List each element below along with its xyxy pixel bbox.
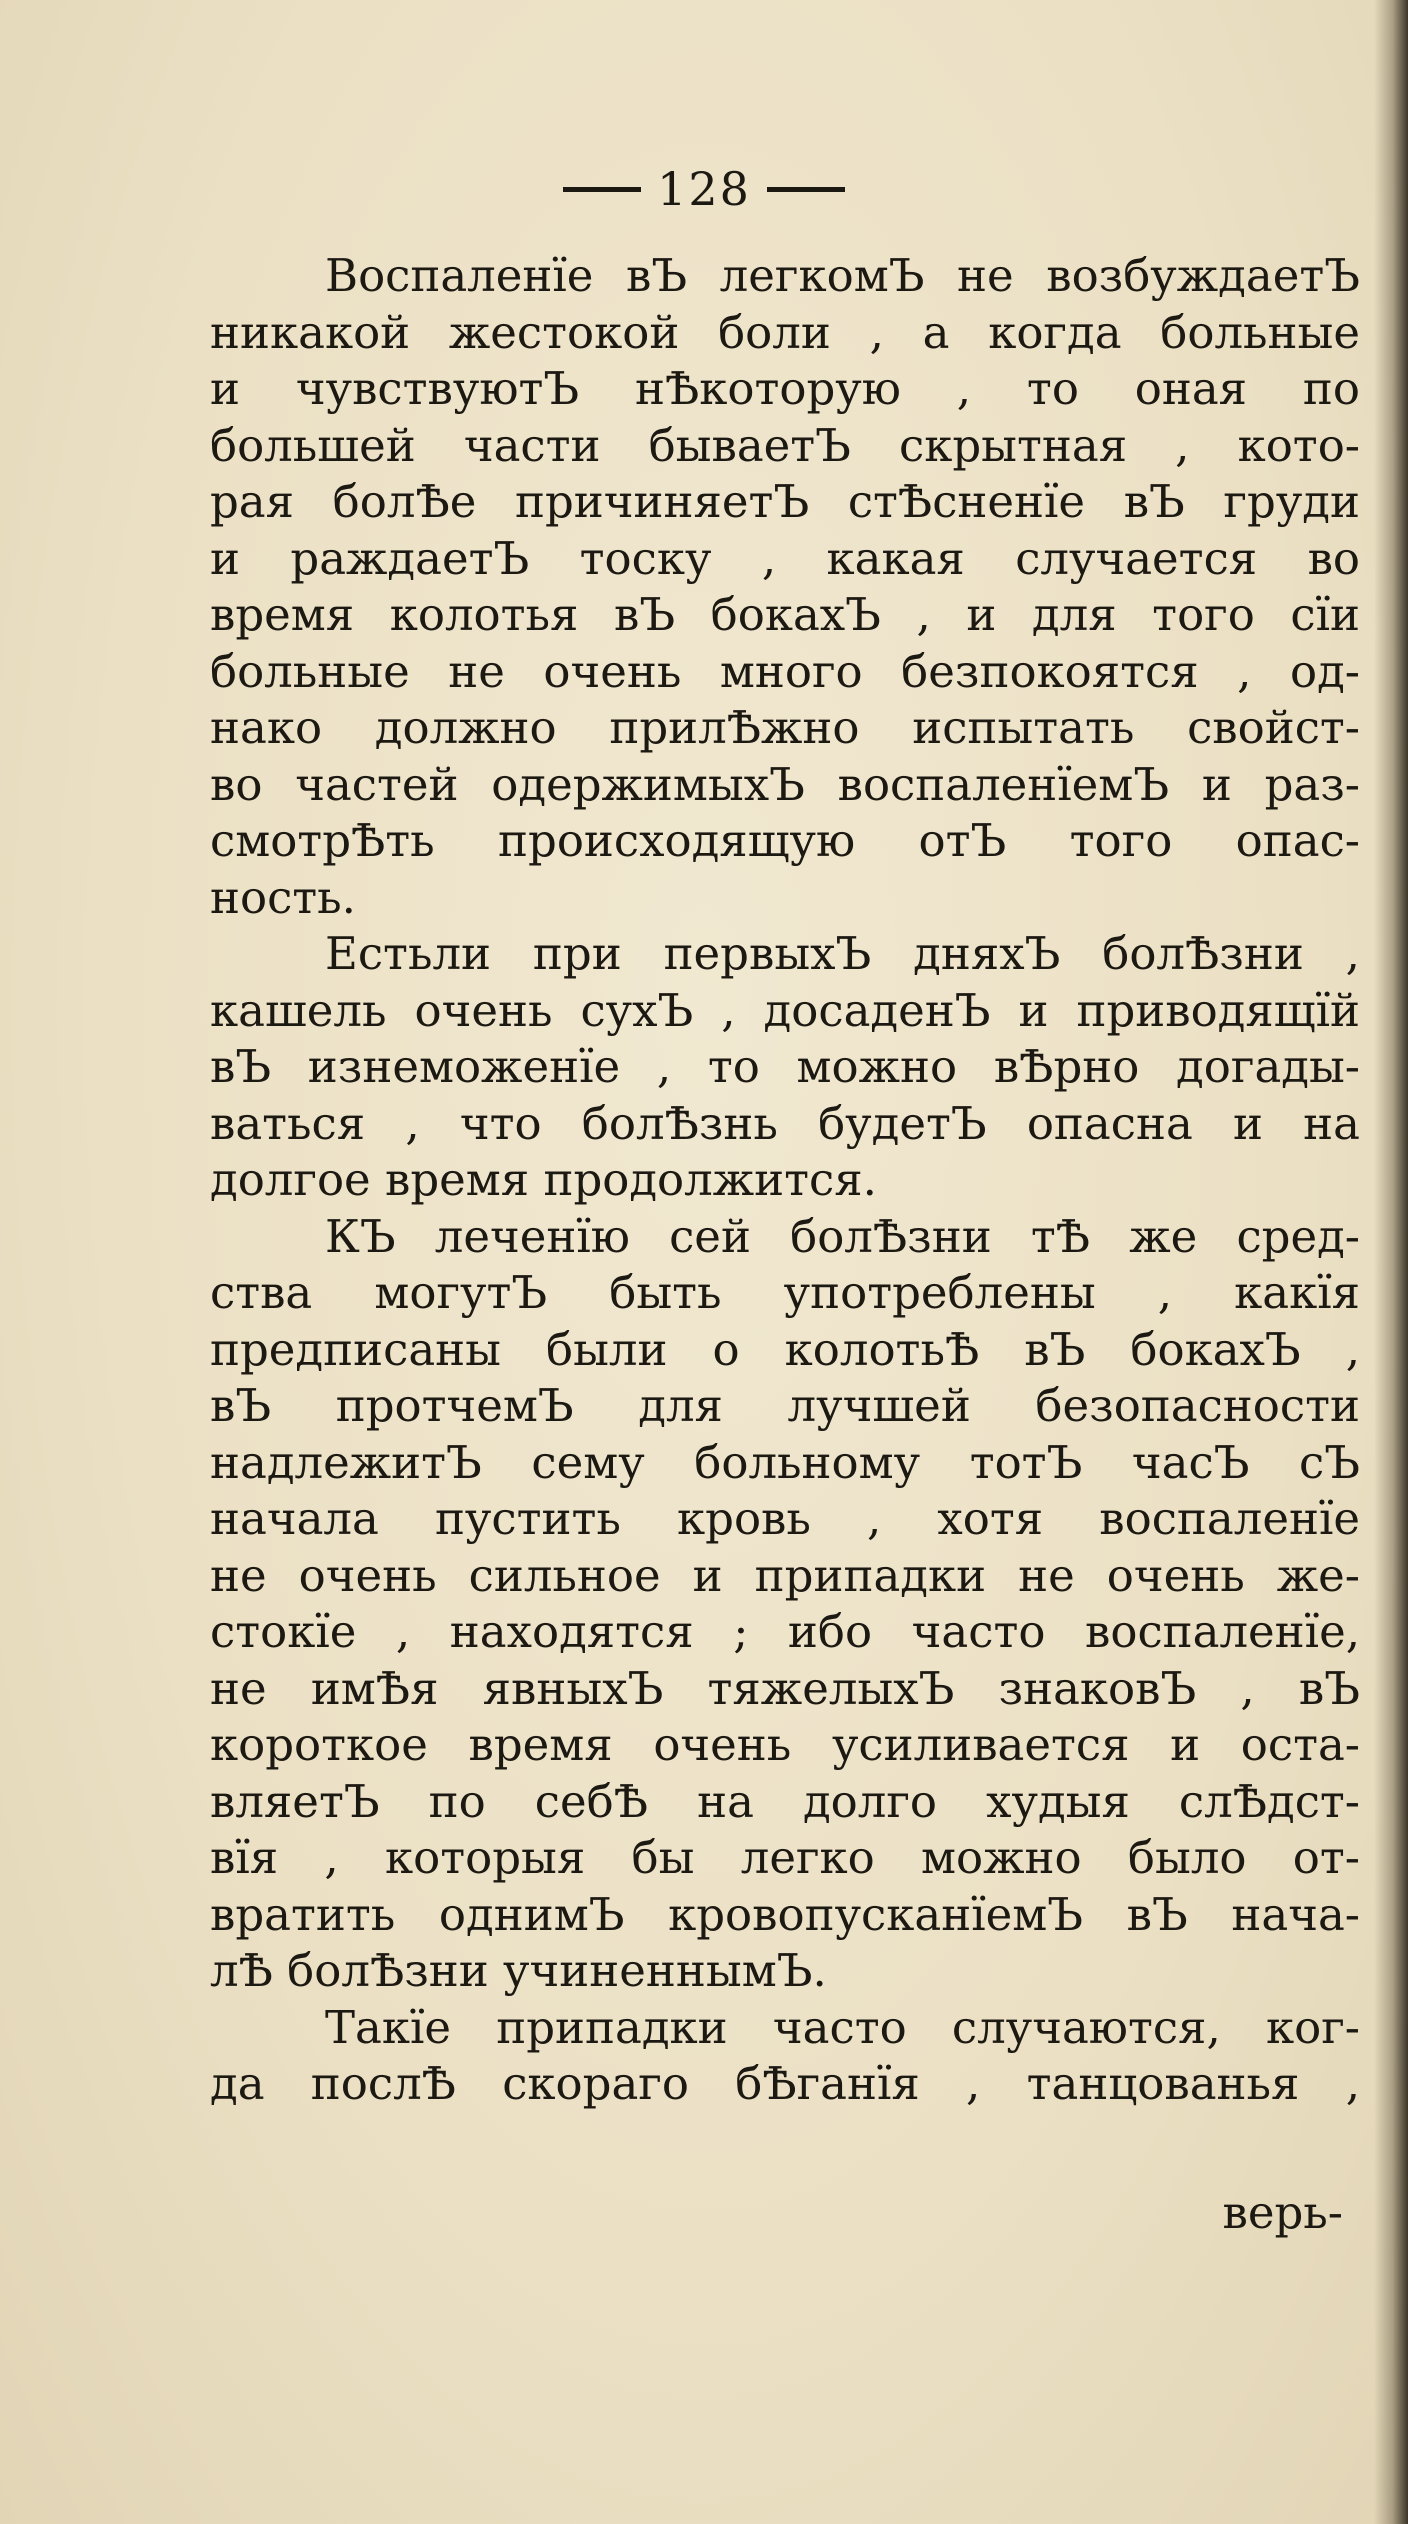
text-line: кашель очень сухЪ , досаденЪ и приводящїй [210,983,1360,1037]
page-number [0,158,1408,216]
text-line: Воспаленїе вЪ легкомЪ не возбуждаетЪ [325,249,1360,302]
text-line: время колотья вЪ бокахЪ , и для того сїи [210,588,1360,641]
text-line: никакой жестокой боли , а когда больные [210,305,1360,359]
text-line: вратить однимЪ кровопусканїемЪ вЪ нача- [210,1887,1360,1941]
text-line: долгое время продолжится. [210,1153,877,1206]
page-number-text: 128 [657,162,751,216]
text-line: не очень сильное и припадки не очень же- [210,1548,1360,1602]
text-line: смотрѢть происходящую отЪ того опас- [210,814,1360,867]
text-line: начала пустить кровь , хотя воспаленїе [210,1492,1360,1545]
text-line: надлежитЪ сему больному тотЪ часЪ сЪ [210,1435,1360,1489]
text-line: большей части бываетЪ скрытная , кото- [210,418,1360,472]
text-line: вляетЪ по себѢ на долго худыя слѢдст- [210,1774,1360,1828]
text-line: стокїе , находятся ; ибо часто воспаленїе, [210,1605,1360,1658]
text-line: Естьли при первыхЪ дняхЪ болѢзни , [325,927,1360,980]
text-line: КЪ леченїю сей болѢзни тѢ же сред- [325,1209,1360,1263]
catchword: верь- [1222,2186,1343,2239]
text-line: не имѢя явныхЪ тяжелыхЪ знаковЪ , вЪ [210,1661,1360,1715]
text-line: ваться , что болѢзнь будетЪ опасна и на [210,1096,1360,1150]
text-line: вЪ протчемЪ для лучшей безопасности [210,1379,1360,1432]
text-line: лѢ болѢзни учиненнымЪ. [210,1944,827,1997]
text-line: вїя , которыя бы легко можно было от- [210,1831,1360,1884]
text-line: рая болѢе причиняетЪ стѢсненїе вЪ груди [210,475,1360,528]
text-line: ства могутЪ быть употреблены , какїя [210,1266,1360,1319]
text-line: больные не очень много безпокоятся , од- [210,644,1360,698]
page-number-right-rule [767,187,845,192]
text-line: да послѢ скораго бѢганїя , танцованья , [210,2057,1360,2110]
text-line: предписаны были о колотьѢ вЪ бокахЪ , [210,1322,1360,1376]
page-number-left-rule [563,187,641,192]
text-line: вЪ изнеможенїе , то можно вѢрно догады- [210,1040,1360,1093]
text-line: ность. [210,870,356,924]
text-line: и раждаетЪ тоску , какая случается во [210,531,1360,585]
text-line: короткое время очень усиливается и оста- [210,1718,1360,1771]
text-line: и чувствуютЪ нѢкоторую , то оная по [210,362,1360,415]
text-line: нако должно прилѢжно испытать свойст- [210,701,1360,754]
page-edge-shadow [1374,0,1408,2524]
text-line: во частей одержимыхЪ воспаленїемЪ и раз- [210,757,1360,811]
body-text [210,248,1360,2113]
text-line: Такїе припадки часто случаются, ког- [325,2000,1360,2054]
